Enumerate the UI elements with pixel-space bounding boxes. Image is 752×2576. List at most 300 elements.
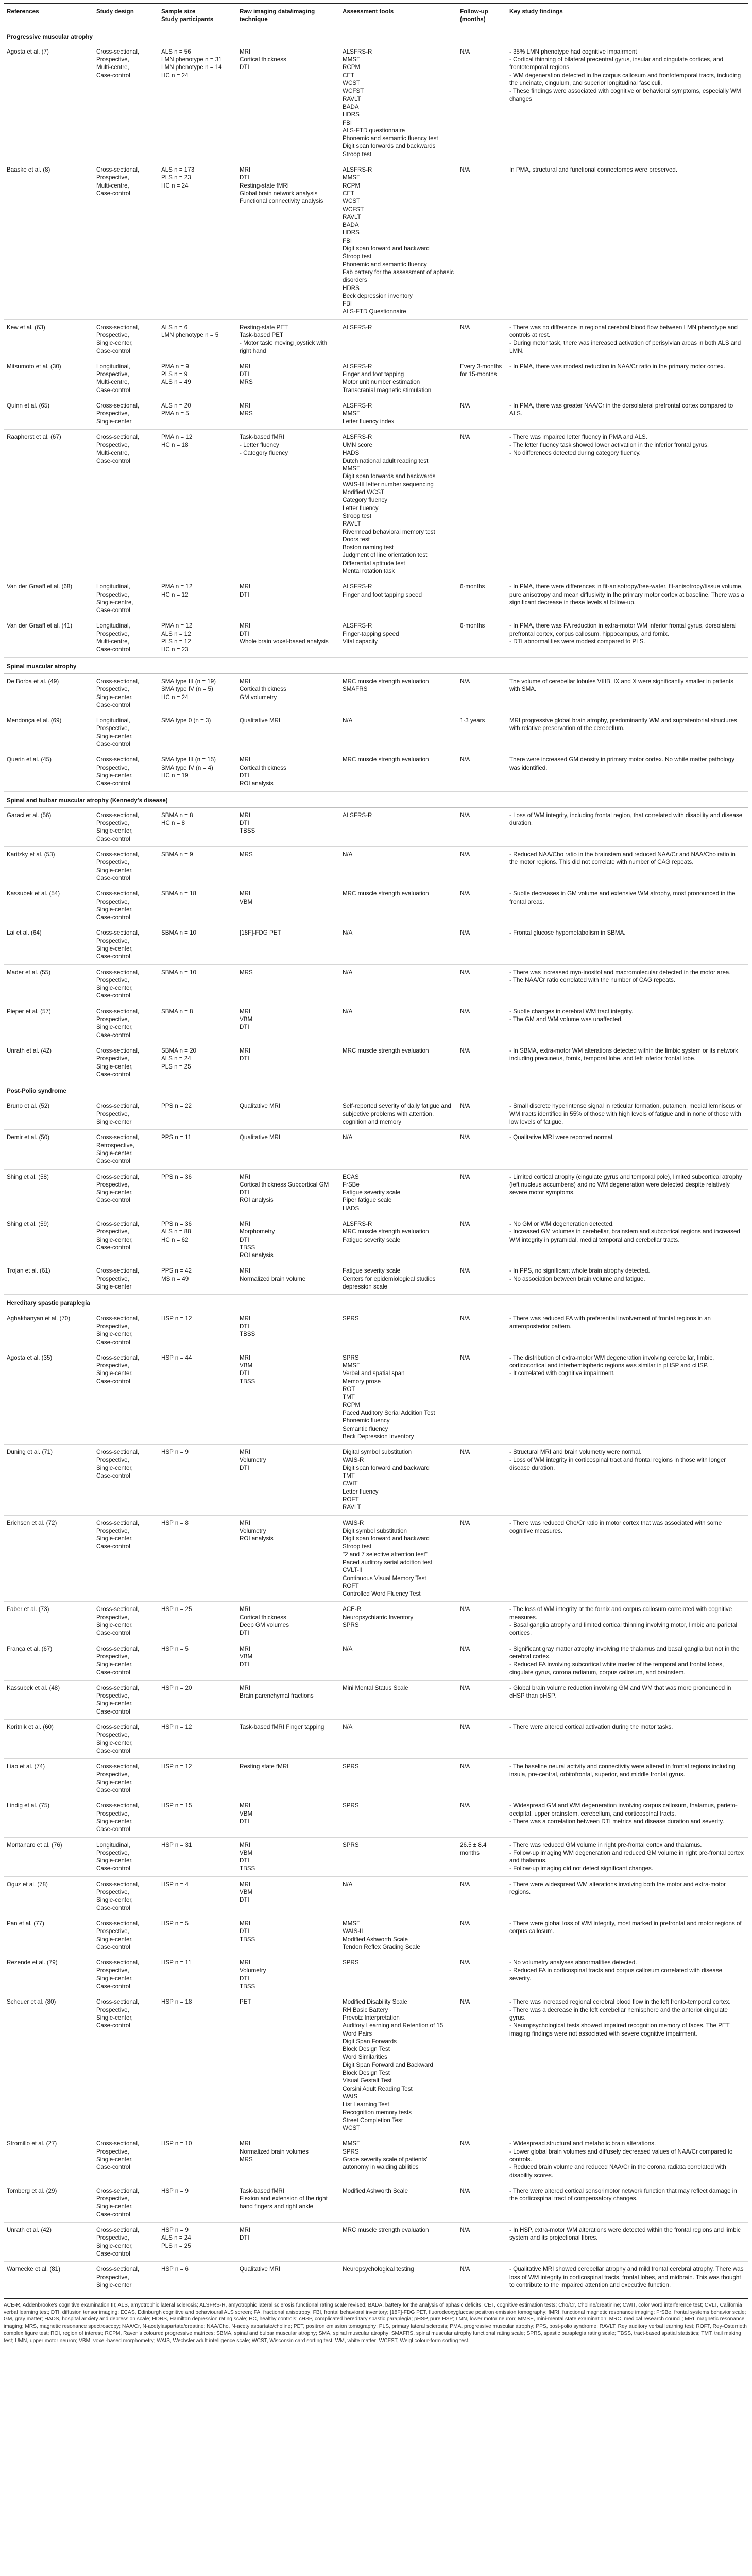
cell-sample-size: HSP n = 25 [158,1602,236,1641]
table-row [4,807,748,846]
table-row [4,1641,748,1680]
cell-key-findings: - Widespread GM and WM degeneration involving corpus callosum, thalamus, parieto-occipital, upper brainstem, cerebellum, and corticospinal tracts. - There was a correlation between DTI metrics and disease duration and severity. [506,1798,748,1837]
table-row [4,1216,748,1263]
section-heading-row [4,28,748,44]
cell-sample-size: PMA n = 12 ALS n = 12 PLS n = 12 HC n = 23 [158,618,236,657]
cell-key-findings: - Limited cortical atrophy (cingulate gyrus and temporal pole), limited subcortical atrophy (left nucleus accumbens) and no WM degeneration were detected despite relatively severe motor symptoms. [506,1169,748,1216]
cell-assessment-tools: SPRS [339,1759,457,1798]
cell-study-design: Longitudinal, Prospective, Single-centre, Case-control [93,579,158,618]
table-row [4,1994,748,2136]
section-heading-row [4,1295,748,1311]
cell-imaging-technique: Task-based fMRI Flexion and extension of the right hand fingers and right ankle [236,2183,339,2222]
cell-key-findings: - The distribution of extra-motor WM degeneration involving cerebellar, limbic, corticocortical and interhemispheric regions was similar in pHSP and cHSP. - It correlated with cognitive impairment. [506,1350,748,1444]
cell-follow-up: 6-months [457,579,506,618]
cell-study-design: Cross-sectional, Prospective, Single-center, Case-control [93,1216,158,1263]
cell-imaging-technique: MRS [236,964,339,1004]
header-imaging-technique: Raw imaging data/imaging technique [236,4,339,28]
cell-sample-size: HSP n = 20 [158,1680,236,1719]
table-row [4,2136,748,2183]
cell-key-findings: - In PMA, there was greater NAA/Cr in the dorsolateral prefrontal cortex compared to ALS. [506,398,748,430]
cell-follow-up: N/A [457,1445,506,1515]
cell-study-design: Longitudinal, Prospective, Multi-centre, Case-control [93,618,158,657]
cell-reference: Shing et al. (59) [4,1216,93,1263]
cell-imaging-technique: Resting-state PET Task-based PET - Motor task: moving joystick with right hand [236,319,339,359]
cell-assessment-tools: N/A [339,1720,457,1759]
cell-assessment-tools: ALSFRS-R MMSE RCPM CET WCST WCFST RAVLT BADA HDRS FBI ALS-FTD questionnaire Phonemic and semantic fluency test Digit span forwards and backwards Stroop test [339,44,457,162]
cell-study-design: Cross-sectional, Prospective, Single-center, Case-control [93,925,158,964]
table-row [4,1720,748,1759]
cell-follow-up: N/A [457,1043,506,1082]
table-row [4,1130,748,1169]
cell-study-design: Cross-sectional, Prospective, Single-center, Case-control [93,886,158,925]
cell-key-findings: - Frontal glucose hypometabolism in SBMA. [506,925,748,964]
table-row [4,1515,748,1602]
cell-assessment-tools: Modified Disability Scale RH Basic Battery Prevotz Interpretation Auditory Learning and Retention of 15 Word Pairs Digit Span Forwards Block Design Test Word Similarities Digit Span Forward and Backward Block Design Test Visual Gestalt Test Corsini Adult Reading Test WAIS List Learning Test Recognition memory tests Street Completion Test WCST [339,1994,457,2136]
table-body [4,28,748,2293]
cell-imaging-technique: MRI VBM DTI TBSS [236,1350,339,1444]
cell-assessment-tools: N/A [339,964,457,1004]
cell-key-findings: - Structural MRI and brain volumetry were normal. - Loss of WM integrity in corticospinal tract and frontal regions in those with longer disease duration. [506,1445,748,1515]
cell-reference: Pan et al. (77) [4,1916,93,1955]
cell-assessment-tools: N/A [339,1004,457,1043]
cell-study-design: Cross-sectional, Prospective, Single-center, Case-control [93,1798,158,1837]
cell-key-findings: - Significant gray matter atrophy involving the thalamus and basal ganglia but not in the cerebral cortex. - Reduced FA involving subcortical white matter of the temporal and frontal lobes, cingulate gyrus, corona radiatum, corpus callosum, and brainstem. [506,1641,748,1680]
cell-key-findings: - In HSP, extra-motor WM alterations were detected within the frontal regions and limbic system and its projectional fibres. [506,2223,748,2262]
cell-study-design: Cross-sectional, Prospective, Single-center, Case-control [93,1169,158,1216]
cell-assessment-tools: ALSFRS-R Finger and foot tapping speed [339,579,457,618]
table-row [4,886,748,925]
cell-reference: Rezende et al. (79) [4,1955,93,1994]
cell-study-design: Cross-sectional, Prospective, Multi-centre, Case-control [93,162,158,320]
cell-study-design: Cross-sectional, Prospective, Single-center [93,2262,158,2293]
cell-follow-up: N/A [457,1216,506,1263]
cell-key-findings: - In PMA, there were differences in fit-anisotropy/free-water, fit-anisotropy/tissue volume, pure anisotropy and mean diffusivity in the primary motor cortex at baseline. There was a significant decrease in these levels at follow-up. [506,579,748,618]
table-row [4,579,748,618]
cell-sample-size: SBMA n = 9 [158,847,236,886]
cell-imaging-technique: MRI Normalized brain volumes MRS [236,2136,339,2183]
cell-imaging-technique: MRI VBM DTI [236,1641,339,1680]
cell-follow-up: N/A [457,1798,506,1837]
cell-key-findings: - No volumetry analyses abnormalities detected. - Reduced FA in corticospinal tracts and corpus callosum correlated with disease severity. [506,1955,748,1994]
cell-reference: Lindig et al. (75) [4,1798,93,1837]
cell-assessment-tools: Fatigue severity scale Centers for epidemiological studies depression scale [339,1263,457,1295]
cell-reference: Liao et al. (74) [4,1759,93,1798]
cell-study-design: Cross-sectional, Prospective, Single-center, Case-control [93,2136,158,2183]
cell-imaging-technique: Qualitative MRI [236,2262,339,2293]
table-row [4,1955,748,1994]
table-row [4,398,748,430]
cell-reference: Faber et al. (73) [4,1602,93,1641]
table-row [4,359,748,398]
cell-imaging-technique: MRI DTI TBSS [236,1311,339,1350]
cell-sample-size: SBMA n = 20 ALS n = 24 PLS n = 25 [158,1043,236,1082]
cell-imaging-technique: Qualitative MRI [236,713,339,752]
table-row [4,1169,748,1216]
cell-key-findings: - In PPS, no significant whole brain atrophy detected. - No association between brain volume and fatigue. [506,1263,748,1295]
cell-follow-up: N/A [457,319,506,359]
table-row [4,964,748,1004]
cell-sample-size: PMA n = 9 PLS n = 9 ALS n = 49 [158,359,236,398]
cell-assessment-tools: MRC muscle strength evaluation [339,2223,457,2262]
header-key-findings: Key study findings [506,4,748,28]
cell-follow-up: N/A [457,2183,506,2222]
cell-follow-up: N/A [457,2223,506,2262]
cell-study-design: Cross-sectional, Prospective, Single-center, Case-control [93,2223,158,2262]
table-row [4,2183,748,2222]
cell-reference: Querin et al. (45) [4,752,93,791]
cell-study-design: Longitudinal, Prospective, Multi-centre, Case-control [93,359,158,398]
cell-assessment-tools: ALSFRS-R Finger-tapping speed Vital capacity [339,618,457,657]
cell-imaging-technique: MRI Volumetry DTI [236,1445,339,1515]
cell-reference: Kassubek et al. (54) [4,886,93,925]
table-row [4,1311,748,1350]
cell-study-design: Cross-sectional, Prospective, Single-center, Case-control [93,1955,158,1994]
cell-imaging-technique: MRI DTI [236,579,339,618]
cell-follow-up: N/A [457,1098,506,1130]
section-heading-row [4,791,748,807]
cell-reference: Raaphorst et al. (67) [4,429,93,579]
cell-follow-up: N/A [457,1515,506,1602]
cell-assessment-tools: Neuropsychological testing [339,2262,457,2293]
cell-assessment-tools: ALSFRS-R MMSE RCPM CET WCST WCFST RAVLT BADA HDRS FBI Digit span forward and backward Stroop test Phonemic and semantic fluency Fab battery for the assessment of aphasic disorders HDRS Beck depression inventory FBI ALS-FTD Questionnaire [339,162,457,320]
cell-follow-up: N/A [457,1916,506,1955]
cell-sample-size: SBMA n = 10 [158,925,236,964]
cell-assessment-tools: SPRS [339,1798,457,1837]
cell-follow-up: N/A [457,162,506,320]
cell-imaging-technique: [18F]-FDG PET [236,925,339,964]
cell-reference: Koritnik et al. (60) [4,1720,93,1759]
cell-assessment-tools: N/A [339,1641,457,1680]
cell-reference: Baaske et al. (8) [4,162,93,320]
cell-study-design: Cross-sectional, Prospective, Single-center, Case-control [93,319,158,359]
table-row [4,2262,748,2293]
table-row [4,1759,748,1798]
cell-reference: Kassubek et al. (48) [4,1680,93,1719]
cell-imaging-technique: MRI Brain parenchymal fractions [236,1680,339,1719]
cell-key-findings: - Small discrete hyperintense signal in reticular formation, putamen, medial lemniscus or WM tracts identified in 55% of those with high levels of fatigue and in none of those with low levels of fatigue. [506,1098,748,1130]
cell-follow-up: N/A [457,1955,506,1994]
cell-follow-up: N/A [457,1641,506,1680]
cell-follow-up: 26.5 ± 8.4 months [457,1837,506,1876]
cell-follow-up: 6-months [457,618,506,657]
cell-study-design: Cross-sectional, Prospective, Single-center, Case-control [93,1994,158,2136]
cell-key-findings: - No GM or WM degeneration detected. - Increased GM volumes in cerebellar, brainstem and subcortical regions and increased WM integrity in pyramidal, medial temporal and cerebellar tracts. [506,1216,748,1263]
cell-key-findings: - Widespread structural and metabolic brain alterations. - Lower global brain volumes and diffusely decreased values of NAA/Cr compared to controls. - Reduced brain volume and reduced NAA/Cr in the corona radiata correlated with disability scores. [506,2136,748,2183]
cell-assessment-tools: Modified Ashworth Scale [339,2183,457,2222]
cell-reference: Karitzky et al. (53) [4,847,93,886]
cell-reference: Oguz et al. (78) [4,1876,93,1916]
table-row [4,1445,748,1515]
cell-study-design: Longitudinal, Prospective, Single-center, Case-control [93,1837,158,1876]
cell-assessment-tools: SPRS [339,1837,457,1876]
cell-follow-up: N/A [457,429,506,579]
header-references: References [4,4,93,28]
section-heading: Spinal and bulbar muscular atrophy (Kennedy's disease) [4,791,748,807]
cell-sample-size: SMA type 0 (n = 3) [158,713,236,752]
cell-key-findings: - The loss of WM integrity at the fornix and corpus callosum correlated with cognitive measures. - Basal ganglia atrophy and limited cortical thinning involving motor, limbic and parietal cortices. [506,1602,748,1641]
table-row [4,618,748,657]
cell-sample-size: PPS n = 11 [158,1130,236,1169]
table-row [4,1043,748,1082]
cell-imaging-technique: MRI DTI [236,1043,339,1082]
cell-key-findings: - Reduced NAA/Cho ratio in the brainstem and reduced NAA/Cr and NAA/Cho ratio in the motor regions. This did not correlate with number of CAG repeats. [506,847,748,886]
cell-imaging-technique: MRI DTI TBSS [236,807,339,846]
cell-key-findings: - There were widespread WM alterations involving both the motor and extra-motor regions. [506,1876,748,1916]
table-row [4,1916,748,1955]
cell-study-design: Cross-sectional, Prospective, Single-center, Case-control [93,1515,158,1602]
cell-key-findings: MRI progressive global brain atrophy, predominantly WM and supratentorial structures with relative preservation of the cerebellum. [506,713,748,752]
cell-assessment-tools: MMSE WAIS-II Modified Ashworth Scale Tendon Reflex Grading Scale [339,1916,457,1955]
cell-sample-size: HSP n = 5 [158,1916,236,1955]
cell-sample-size: ALS n = 56 LMN phenotype n = 31 LMN phenotype n = 14 HC n = 24 [158,44,236,162]
cell-study-design: Cross-sectional, Prospective, Single-center, Case-control [93,1043,158,1082]
cell-reference: França et al. (67) [4,1641,93,1680]
cell-follow-up: N/A [457,1876,506,1916]
table-header [4,4,748,28]
cell-reference: Scheuer et al. (80) [4,1994,93,2136]
cell-assessment-tools: ALSFRS-R [339,807,457,846]
cell-assessment-tools: N/A [339,1876,457,1916]
table-row [4,429,748,579]
cell-sample-size: HSP n = 12 [158,1720,236,1759]
cell-reference: Kew et al. (63) [4,319,93,359]
cell-imaging-technique: MRI VBM DTI TBSS [236,1837,339,1876]
cell-study-design: Cross-sectional, Prospective, Single-center, Case-control [93,1759,158,1798]
cell-key-findings: - Loss of WM integrity, including frontal region, that correlated with disability and disease duration. [506,807,748,846]
cell-assessment-tools: ALSFRS-R Finger and foot tapping Motor unit number estimation Transcranial magnetic stimulation [339,359,457,398]
table-row [4,2223,748,2262]
cell-sample-size: SBMA n = 10 [158,964,236,1004]
cell-imaging-technique: MRI VBM DTI [236,1876,339,1916]
cell-follow-up: N/A [457,1169,506,1216]
cell-follow-up: N/A [457,1994,506,2136]
cell-sample-size: HSP n = 5 [158,1641,236,1680]
cell-assessment-tools: MRC muscle strength evaluation [339,886,457,925]
cell-reference: Pieper et al. (57) [4,1004,93,1043]
cell-follow-up: N/A [457,1602,506,1641]
table-row [4,44,748,162]
cell-assessment-tools: ECAS FrSBe Fatigue severity scale Piper fatigue scale HADS [339,1169,457,1216]
cell-reference: Erichsen et al. (72) [4,1515,93,1602]
cell-sample-size: PPS n = 36 ALS n = 88 HC n = 62 [158,1216,236,1263]
cell-sample-size: HSP n = 11 [158,1955,236,1994]
cell-sample-size: HSP n = 10 [158,2136,236,2183]
cell-assessment-tools: MRC muscle strength evaluation [339,752,457,791]
cell-reference: Montanaro et al. (76) [4,1837,93,1876]
cell-key-findings: The volume of cerebellar lobules VIIIB, IX and X were significantly smaller in patients with SMA. [506,673,748,713]
cell-key-findings: - There was increased myo-inositol and macromolecular detected in the motor area. - The NAA/Cr ratio correlated with the number of CAG repeats. [506,964,748,1004]
table-row [4,1602,748,1641]
cell-sample-size: ALS n = 173 PLS n = 23 HC n = 24 [158,162,236,320]
cell-sample-size: HSP n = 4 [158,1876,236,1916]
cell-sample-size: ALS n = 20 PMA n = 5 [158,398,236,430]
cell-key-findings: - There were global loss of WM integrity, most marked in prefrontal and motor regions of corpus callosum. [506,1916,748,1955]
table-row [4,162,748,320]
cell-follow-up: N/A [457,673,506,713]
cell-follow-up: N/A [457,1350,506,1444]
cell-key-findings: - There was reduced GM volume in right pre-frontal cortex and thalamus. - Follow-up imaging WM degeneration and reduced GM volume in right pre-frontal cortex and thalamus. - Follow-up imaging did not detect significant changes. [506,1837,748,1876]
cell-sample-size: HSP n = 15 [158,1798,236,1837]
cell-reference: Van der Graaff et al. (41) [4,618,93,657]
cell-assessment-tools: SPRS [339,1955,457,1994]
cell-reference: Quinn et al. (65) [4,398,93,430]
cell-imaging-technique: MRI Volumetry ROI analysis [236,1515,339,1602]
cell-study-design: Cross-sectional, Prospective, Single-center, Case-control [93,1680,158,1719]
cell-assessment-tools: MMSE SPRS Grade severity scale of patients' autonomy in walding abilities [339,2136,457,2183]
cell-follow-up: N/A [457,1004,506,1043]
cell-assessment-tools: ALSFRS-R MMSE Letter fluency index [339,398,457,430]
cell-study-design: Cross-sectional, Prospective, Single-center [93,1098,158,1130]
section-heading: Spinal muscular atrophy [4,657,748,673]
cell-assessment-tools: N/A [339,713,457,752]
cell-imaging-technique: Task-based fMRI - Letter fluency - Category fluency [236,429,339,579]
cell-reference: Trojan et al. (61) [4,1263,93,1295]
cell-sample-size: HSP n = 44 [158,1350,236,1444]
cell-sample-size: PMA n = 12 HC n = 12 [158,579,236,618]
cell-assessment-tools: ALSFRS-R [339,319,457,359]
cell-sample-size: PMA n = 12 HC n = 18 [158,429,236,579]
cell-reference: Stromillo et al. (27) [4,2136,93,2183]
cell-follow-up: Every 3-months for 15-months [457,359,506,398]
cell-sample-size: PPS n = 22 [158,1098,236,1130]
cell-key-findings: - There were altered cortical sensorimotor network function that may reflect damage in the corticospinal tract of compensatory changes. [506,2183,748,2222]
cell-imaging-technique: MRS [236,847,339,886]
cell-assessment-tools: ACE-R Neuropsychiatric Inventory SPRS [339,1602,457,1641]
cell-imaging-technique: MRI DTI [236,2223,339,2262]
section-heading: Progressive muscular atrophy [4,28,748,44]
cell-study-design: Cross-sectional, Prospective, Single-center, Case-control [93,1720,158,1759]
cell-reference: Mendonça et al. (69) [4,713,93,752]
cell-imaging-technique: MRI VBM DTI [236,1004,339,1043]
cell-key-findings: - 35% LMN phenotype had cognitive impairment - Cortical thinning of bilateral precentral gyrus, insular and cingulate cortices, and frontotemporal regions - WM degeneration detected in the corpus callosum and frontotemporal tracts, including the uncinate, cingulum, and superior longitudinal fasciculi. - These findings were associated with cognitive or behavioral symptoms, especially WM changes [506,44,748,162]
cell-key-findings: - Subtle changes in cerebral WM tract integrity. - The GM and WM volume was unaffected. [506,1004,748,1043]
cell-follow-up: N/A [457,1263,506,1295]
cell-reference: De Borba et al. (49) [4,673,93,713]
cell-study-design: Cross-sectional, Prospective, Single-center, Case-control [93,1602,158,1641]
cell-assessment-tools: ALSFRS-R UMN score HADS Dutch national adult reading test MMSE Digit span forwards and backwards WAIS-III letter number sequencing Modified WCST Category fluency Letter fluency Stroop test RAVLT Rivermead behavioral memory test Doors test Boston naming test Judgment of line orientation test Differential aptitude test Mental rotation task [339,429,457,579]
cell-follow-up: N/A [457,964,506,1004]
cell-study-design: Cross-sectional, Prospective, Single-center [93,398,158,430]
table-row [4,713,748,752]
studies-table [4,3,748,2293]
cell-sample-size: SMA type III (n = 19) SMA type IV (n = 5) HC n = 24 [158,673,236,713]
cell-key-findings: - Global brain volume reduction involving GM and WM that was more pronounced in cHSP than pHSP. [506,1680,748,1719]
cell-assessment-tools: MRC muscle strength evaluation [339,1043,457,1082]
cell-imaging-technique: Resting state fMRI [236,1759,339,1798]
cell-imaging-technique: MRI VBM [236,886,339,925]
cell-key-findings: - There was impaired letter fluency in PMA and ALS. - The letter fluency task showed lower activation in the inferior frontal gyrus. - No differences detected during category fluency. [506,429,748,579]
cell-key-findings: - In SBMA, extra-motor WM alterations detected within the limbic system or its network including precuneus, fornix, temporal lobe, and left inferior frontal lobe. [506,1043,748,1082]
cell-follow-up: N/A [457,398,506,430]
cell-reference: Agosta et al. (7) [4,44,93,162]
cell-study-design: Cross-sectional, Prospective, Single-center, Case-control [93,1445,158,1515]
cell-imaging-technique: Qualitative MRI [236,1130,339,1169]
cell-follow-up: N/A [457,886,506,925]
cell-imaging-technique: Qualitative MRI [236,1098,339,1130]
table-row [4,1004,748,1043]
table-row [4,1837,748,1876]
cell-key-findings: In PMA, structural and functional connectomes were preserved. [506,162,748,320]
cell-assessment-tools: Digital symbol substitution WAIS-R Digit span forward and backward TMT CWIT Letter fluency ROFT RAVLT [339,1445,457,1515]
cell-study-design: Longitudinal, Prospective, Single-center, Case-control [93,713,158,752]
cell-assessment-tools: ALSFRS-R MRC muscle strength evaluation Fatigue severity scale [339,1216,457,1263]
cell-imaging-technique: MRI Cortical thickness GM volumetry [236,673,339,713]
cell-imaging-technique: Task-based fMRI Finger tapping [236,1720,339,1759]
cell-assessment-tools: N/A [339,1130,457,1169]
cell-imaging-technique: MRI Cortical thickness DTI ROI analysis [236,752,339,791]
header-assessment-tools: Assessment tools [339,4,457,28]
cell-sample-size: HSP n = 9 [158,2183,236,2222]
cell-reference: Mitsumoto et al. (30) [4,359,93,398]
cell-reference: Agosta et al. (35) [4,1350,93,1444]
cell-follow-up: N/A [457,2262,506,2293]
cell-assessment-tools: Self-reported severity of daily fatigue and subjective problems with attention, cognition and memory [339,1098,457,1130]
cell-assessment-tools: SPRS MMSE Verbal and spatial span Memory prose ROT TMT RCPM Paced Auditory Serial Addition Test Phonemic fluency Semantic fluency Beck Depression Inventory [339,1350,457,1444]
cell-imaging-technique: MRI DTI Whole brain voxel-based analysis [236,618,339,657]
cell-follow-up: 1-3 years [457,713,506,752]
cell-sample-size: SMA type III (n = 15) SMA type IV (n = 4) HC n = 19 [158,752,236,791]
cell-assessment-tools: MRC muscle strength evaluation SMAFRS [339,673,457,713]
section-heading: Hereditary spastic paraplegia [4,1295,748,1311]
cell-follow-up: N/A [457,1311,506,1350]
cell-study-design: Cross-sectional, Prospective, Single-center, Case-control [93,673,158,713]
cell-sample-size: SBMA n = 18 [158,886,236,925]
cell-sample-size: HSP n = 6 [158,2262,236,2293]
cell-imaging-technique: MRI Normalized brain volume [236,1263,339,1295]
cell-key-findings: - Qualitative MRI were reported normal. [506,1130,748,1169]
cell-study-design: Cross-sectional, Prospective, Multi-centre, Case-control [93,44,158,162]
cell-assessment-tools: Mini Mental Status Scale [339,1680,457,1719]
table-row [4,1876,748,1916]
cell-follow-up: N/A [457,752,506,791]
cell-key-findings: There were increased GM density in primary motor cortex. No white matter pathology was identified. [506,752,748,791]
cell-study-design: Cross-sectional, Prospective, Single-center, Case-control [93,752,158,791]
cell-follow-up: N/A [457,1720,506,1759]
cell-key-findings: - The baseline neural activity and connectivity were altered in frontal regions including insula, pre-central, orbitofrontal, superior, and middle frontal gyrus. [506,1759,748,1798]
cell-imaging-technique: MRI Cortical thickness DTI [236,44,339,162]
cell-assessment-tools: N/A [339,925,457,964]
table-row [4,319,748,359]
cell-reference: Duning et al. (71) [4,1445,93,1515]
cell-imaging-technique: MRI Morphometry DTI TBSS ROI analysis [236,1216,339,1263]
cell-study-design: Cross-sectional, Prospective, Single-center, Case-control [93,807,158,846]
cell-assessment-tools: SPRS [339,1311,457,1350]
cell-sample-size: PPS n = 42 MS n = 49 [158,1263,236,1295]
cell-reference: Van der Graaff et al. (68) [4,579,93,618]
cell-sample-size: HSP n = 12 [158,1311,236,1350]
cell-key-findings: - There was reduced FA with preferential involvement of frontal regions in an anteroposterior pattern. [506,1311,748,1350]
cell-follow-up: N/A [457,807,506,846]
cell-sample-size: HSP n = 9 ALS n = 24 PLS n = 25 [158,2223,236,2262]
section-heading-row [4,1082,748,1098]
table-row [4,1263,748,1295]
header-row [4,4,748,28]
cell-key-findings: - In PMA, there was FA reduction in extra-motor WM inferior frontal gyrus, dorsolateral prefrontal cortex, corpus callosum, hippocampus, and fornix. - DTI abnormalities were modest compared to PLS. [506,618,748,657]
cell-study-design: Cross-sectional, Prospective, Single-center, Case-control [93,1004,158,1043]
cell-key-findings: - There were altered cortical activation during the motor tasks. [506,1720,748,1759]
cell-study-design: Cross-sectional, Prospective, Single-center, Case-control [93,1876,158,1916]
cell-follow-up: N/A [457,1130,506,1169]
table-row [4,1098,748,1130]
cell-follow-up: N/A [457,925,506,964]
section-heading: Post-Polio syndrome [4,1082,748,1098]
cell-sample-size: HSP n = 31 [158,1837,236,1876]
cell-sample-size: PPS n = 36 [158,1169,236,1216]
cell-key-findings: - Subtle decreases in GM volume and extensive WM atrophy, most pronounced in the frontal areas. [506,886,748,925]
cell-sample-size: SBMA n = 8 HC n = 8 [158,807,236,846]
cell-reference: Shing et al. (58) [4,1169,93,1216]
cell-imaging-technique: PET [236,1994,339,2136]
